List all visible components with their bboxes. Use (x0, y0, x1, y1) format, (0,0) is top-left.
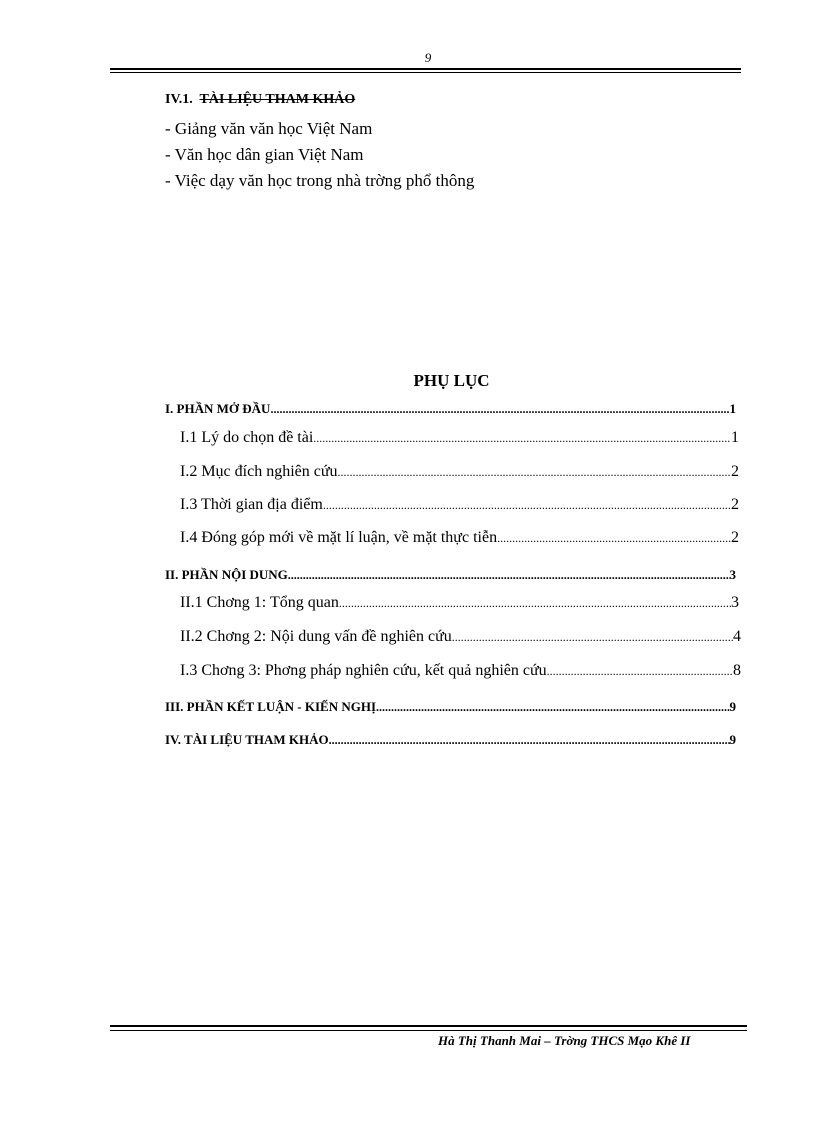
toc-entry-label: IV. TÀI LIỆU THAM KHẢO (165, 732, 329, 747)
toc-entry-page: 3 (731, 594, 739, 611)
toc-entry-page: 9 (729, 732, 736, 747)
toc-entry[interactable] (165, 699, 736, 715)
toc-leader (323, 498, 731, 513)
toc-entry[interactable] (180, 496, 739, 514)
footer-rule-thin (110, 1030, 747, 1031)
toc-leader (547, 664, 733, 679)
toc-entry[interactable] (165, 732, 736, 748)
toc-entry[interactable] (165, 401, 736, 417)
toc-leader (452, 630, 733, 645)
page-number: 9 (424, 50, 432, 65)
toc-leader (376, 700, 729, 715)
toc-entry-label: I.4 Đóng góp mới về mặt lí luận, về mặt thực tiễn (180, 529, 498, 546)
toc-entry-label: II. PHẦN NỘI DUNG (165, 567, 288, 582)
toc-entry[interactable] (180, 628, 741, 646)
header-rule-thin (110, 72, 741, 73)
references-heading (165, 92, 355, 108)
references-heading-title: TÀI LIỆU THAM KHẢO (199, 92, 356, 107)
toc-entry-label: I. PHẦN MỞ ĐẦU (165, 401, 271, 416)
appendix-title: PHỤ LỤC (413, 371, 490, 390)
toc-entry[interactable] (165, 567, 736, 583)
toc-entry-page: 1 (729, 401, 736, 416)
toc-entry[interactable] (180, 529, 739, 547)
toc-entry-page: 2 (731, 496, 739, 513)
toc-leader (338, 465, 731, 480)
toc-entry-page: 2 (731, 463, 739, 480)
toc-leader (329, 733, 730, 748)
reference-item: - Giảng văn văn học Việt Nam (165, 119, 373, 138)
toc-entry[interactable] (180, 463, 739, 481)
toc-leader (497, 531, 731, 546)
toc-entry-page: 1 (731, 429, 739, 446)
footer-rule (110, 1025, 747, 1027)
toc-entry-label: I.2 Mục đích nghiên cứu (180, 463, 338, 480)
toc-entry-page: 9 (729, 699, 736, 714)
toc-leader (288, 568, 730, 583)
toc-entry-label: I.1 Lý do chọn đề tài (180, 429, 314, 446)
toc-entry-page: 2 (731, 529, 739, 546)
toc-entry-page: 4 (733, 628, 741, 645)
toc-entry-page: 3 (729, 567, 736, 582)
toc-entry[interactable] (180, 662, 741, 680)
toc-entry-label: I.3 Chơng 3: Phơng pháp nghiên cứu, kết quả nghiên cứu (180, 662, 547, 679)
toc-entry-label: III. PHẦN KẾT LUẬN - KIẾN NGHỊ (165, 699, 377, 714)
toc-entry-label: II.2 Chơng 2: Nội dung vấn đề nghiên cứu (180, 628, 452, 645)
toc-entry-page: 8 (733, 662, 741, 679)
toc-entry[interactable] (180, 594, 739, 612)
toc-leader (339, 596, 731, 611)
reference-item: - Việc dạy văn học trong nhà trờng phổ thông (165, 171, 475, 190)
toc-entry-label: I.3 Thời gian địa điểm (180, 496, 323, 513)
header-rule (110, 68, 741, 70)
references-heading-number: IV.1. (165, 92, 193, 107)
footer-author: Hà Thị Thanh Mai – Trờng THCS Mạo Khê II (438, 1033, 691, 1048)
toc-leader (313, 431, 731, 446)
toc-entry-label: II.1 Chơng 1: Tổng quan (180, 594, 339, 611)
reference-item: - Văn học dân gian Việt Nam (165, 145, 364, 164)
toc-entry[interactable] (180, 429, 739, 447)
toc-leader (270, 402, 729, 417)
